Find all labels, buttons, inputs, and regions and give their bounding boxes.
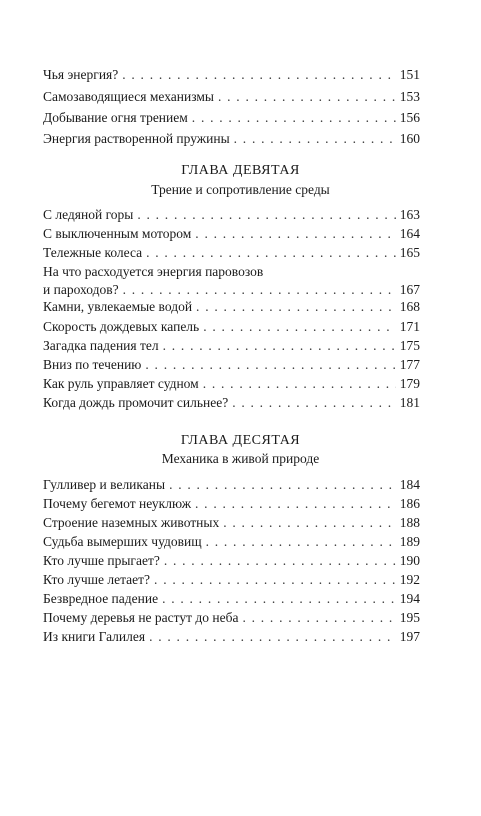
toc-entry-page: 186 — [399, 496, 420, 511]
toc-entry-page: 179 — [399, 376, 420, 391]
toc-entry-page: 177 — [399, 357, 420, 372]
toc-entry-title: Судьба вымерших чудовищ — [43, 534, 202, 549]
toc-entry-title: Кто лучше летает? — [43, 572, 151, 587]
toc-entry-page: 197 — [399, 629, 420, 644]
toc-entry-page: 156 — [399, 110, 420, 125]
dot-leader — [163, 337, 396, 355]
dot-leader — [122, 66, 396, 84]
toc-entry — [43, 244, 420, 262]
toc-entry-title: С ледяной горы — [43, 207, 134, 222]
toc-entry-page: 153 — [399, 89, 420, 104]
toc-entry-title: Из книги Галилея — [43, 629, 146, 644]
toc-entry-title: Как руль управляет судном — [43, 376, 199, 391]
chapter-subtitle: Механика в живой природе — [161, 451, 320, 466]
dot-leader — [196, 298, 396, 316]
toc-entry — [43, 263, 420, 299]
toc-entry — [43, 225, 420, 243]
toc-entry-page: 190 — [399, 553, 420, 568]
toc-entry-title: Энергия растворенной пружины — [43, 131, 230, 146]
dot-leader — [234, 130, 396, 148]
toc-entry — [43, 514, 420, 532]
toc-entry-page: 188 — [399, 515, 420, 530]
toc-entry-page: 168 — [399, 299, 420, 314]
toc-entry-title: Чья энергия? — [43, 67, 119, 82]
toc-entry — [43, 476, 420, 494]
toc-entry — [43, 298, 420, 316]
toc-entry-page: 160 — [399, 131, 420, 146]
toc-entry-page: 165 — [399, 245, 420, 260]
toc-entry-page: 151 — [399, 67, 420, 82]
dot-leader — [164, 552, 396, 570]
toc-entry-page: 181 — [399, 395, 420, 410]
toc-entry-title: Гулливер и великаны — [43, 477, 166, 492]
dot-leader — [203, 318, 396, 336]
dot-leader — [206, 533, 396, 551]
toc-entry-title: Загадка падения тел — [43, 338, 159, 353]
toc-entry-page: 184 — [399, 477, 420, 492]
toc-entry — [43, 590, 420, 608]
dot-leader — [154, 571, 396, 589]
toc-entry — [43, 109, 420, 127]
toc-entry-page: 171 — [399, 319, 420, 334]
toc-entry — [43, 533, 420, 551]
toc-entry — [43, 552, 420, 570]
toc-entry-page: 195 — [399, 610, 420, 625]
toc-entry-page: 192 — [399, 572, 420, 587]
toc-entry-page: 194 — [399, 591, 420, 606]
toc-entry-title: Безвредное падение — [43, 591, 159, 606]
toc-entry — [43, 571, 420, 589]
toc-entry-page: 189 — [399, 534, 420, 549]
toc-entry — [43, 66, 420, 84]
toc-entry — [43, 375, 420, 393]
toc-entry-title: Скорость дождевых капель — [43, 319, 200, 334]
toc-entry — [43, 130, 420, 148]
toc-entry-title: Тележные колеса — [43, 245, 143, 260]
toc-entry-title-line1: На что расходуется энергия паровозов — [43, 264, 264, 279]
dot-leader — [145, 356, 395, 374]
dot-leader — [242, 609, 395, 627]
dot-leader — [195, 225, 395, 243]
dot-leader — [203, 375, 396, 393]
toc-entry — [43, 609, 420, 627]
dot-leader — [192, 109, 396, 127]
chapter-heading: ГЛАВА ДЕВЯТАЯ — [181, 163, 300, 178]
toc-entry-page: 164 — [399, 226, 420, 241]
toc-entry — [43, 356, 420, 374]
dot-leader — [146, 244, 396, 262]
dot-leader — [223, 514, 396, 532]
dot-leader — [169, 476, 396, 494]
dot-leader — [149, 628, 396, 646]
dot-leader — [123, 281, 396, 299]
toc-entry-page: 175 — [399, 338, 420, 353]
toc-entry — [43, 318, 420, 336]
toc-entry-page: 163 — [399, 207, 420, 222]
toc-entry — [43, 628, 420, 646]
toc-entry-title: Добывание огня трением — [43, 110, 188, 125]
dot-leader — [162, 590, 396, 608]
chapter-subtitle: Трение и сопротивление среды — [151, 182, 330, 197]
toc-entry-title: Камни, увлекаемые водой — [43, 299, 193, 314]
dot-leader — [218, 88, 396, 106]
toc-entry — [43, 337, 420, 355]
toc-entry-title: Когда дождь промочит сильнее? — [43, 395, 229, 410]
toc-entry-title: Почему деревья не растут до неба — [43, 610, 239, 625]
toc-entry-title: С выключенным мотором — [43, 226, 192, 241]
toc-entry — [43, 495, 420, 513]
toc-entry — [43, 394, 420, 412]
toc-entry-title: Самозаводящиеся механизмы — [43, 89, 214, 104]
toc-entry-title: Строение наземных животных — [43, 515, 220, 530]
toc-entry-page: 167 — [399, 282, 420, 297]
toc-entry-title: Вниз по течению — [43, 357, 142, 372]
toc-entry-title: Кто лучше прыгает? — [43, 553, 160, 568]
dot-leader — [195, 495, 396, 513]
toc-entry — [43, 88, 420, 106]
toc-entry — [43, 206, 420, 224]
toc-entry-title: и пароходов? — [43, 282, 119, 297]
toc-entry-title: Почему бегемот неуклюж — [43, 496, 192, 511]
dot-leader — [137, 206, 395, 224]
chapter-heading: ГЛАВА ДЕСЯТАЯ — [180, 433, 301, 448]
dot-leader — [232, 394, 396, 412]
